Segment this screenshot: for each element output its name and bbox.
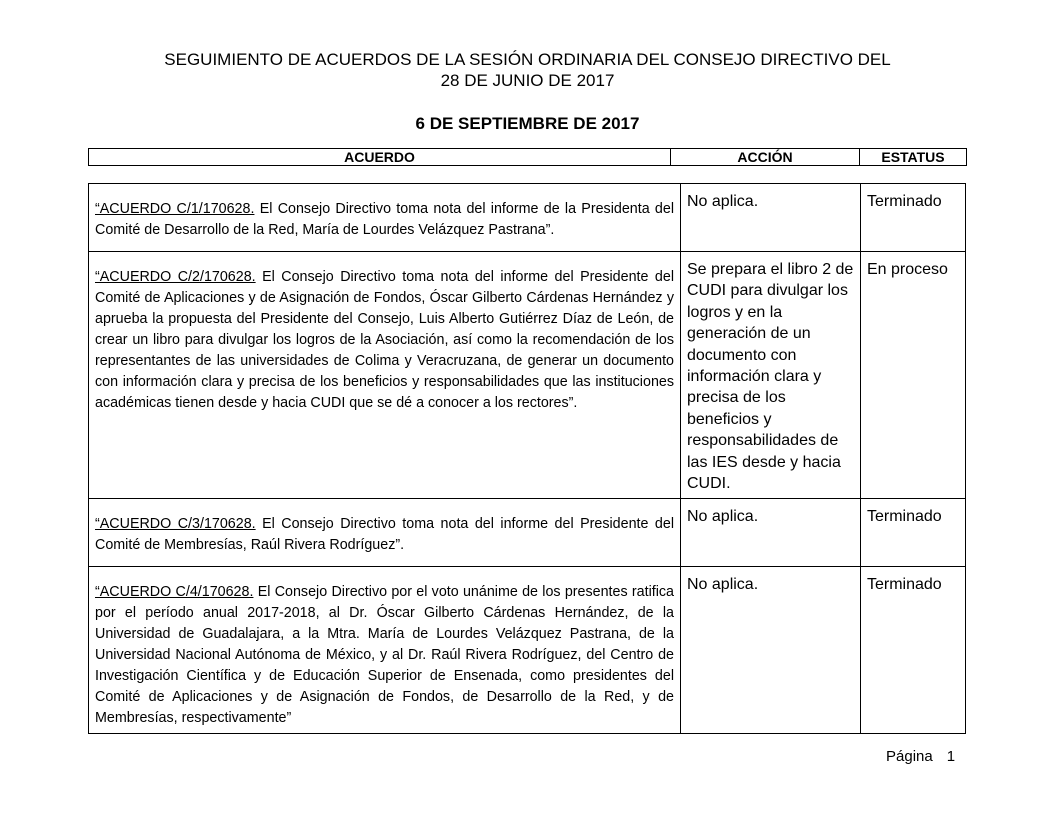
table-row: [89, 567, 966, 734]
table-row: [89, 184, 966, 252]
agreement-text: El Consejo Directivo toma nota del informe del Presidente del Comité de Aplicaciones y de Asignación de Fondos, Óscar Gilberto Cárdenas Hernández y aprueba la propuesta del Presidente del Consejo, Luis Alberto Gutiérrez Díaz de León, de crear un libro para divulgar los logros de la Asociación, así como la recomendación de los representantes de las universidades de Colima y Veracruzana, de generar un documento con información clara y precisa de los beneficios y responsabilidades que las instituciones académicas tienen desde y hacia CUDI que se dé a conocer a los rectores”.: [95, 269, 674, 411]
header-action: ACCIÓN: [671, 149, 860, 166]
page-footer: [886, 748, 955, 765]
status-cell: Terminado: [861, 184, 966, 252]
agreement-ref: “ACUERDO C/4/170628.: [95, 584, 254, 601]
header-status: ESTATUS: [860, 149, 967, 166]
document-title-line-2: 28 DE JUNIO DE 2017: [440, 71, 615, 90]
page-label: Página: [886, 748, 933, 765]
agreement-cell: [89, 252, 681, 499]
table-row: [89, 499, 966, 567]
agreement-text: El Consejo Directivo toma nota del informe del Presidente del Comité de Membresías, Raúl Rivera Rodríguez”.: [95, 516, 674, 554]
status-cell: Terminado: [861, 499, 966, 567]
status-cell: Terminado: [861, 567, 966, 734]
action-cell: No aplica.: [681, 567, 861, 734]
agreement-ref: “ACUERDO C/2/170628.: [95, 269, 256, 285]
table-header: [88, 148, 967, 166]
action-cell: No aplica.: [681, 499, 861, 567]
agreement-ref: “ACUERDO C/3/170628.: [95, 516, 256, 533]
page-number: 1: [946, 748, 956, 765]
header-agreement: ACUERDO: [89, 149, 671, 166]
status-cell: En proceso: [861, 252, 966, 499]
document-title-line-1: SEGUIMIENTO DE ACUERDOS DE LA SESIÓN ORDINARIA DEL CONSEJO DIRECTIVO DEL: [164, 50, 891, 69]
agreement-text: El Consejo Directivo toma nota del informe de la Presidenta del Comité de Desarrollo de la Red, María de Lourdes Velázquez Pastrana”.: [95, 201, 675, 238]
action-cell: Se prepara el libro 2 de CUDI para divulgar los logros y en la generación de un documento con información clara y precisa de los beneficios y responsabilidades de las IES desde y hacia CUDI.: [681, 252, 861, 499]
agreement-ref: “ACUERDO C/1/170628.: [95, 201, 255, 217]
agreements-table: [88, 183, 966, 734]
document-title: [0, 49, 1055, 91]
document-date: 6 DE SEPTIEMBRE DE 2017: [415, 114, 640, 133]
agreement-text: El Consejo Directivo por el voto unánime de los presentes ratifica por el período anual 2017-2018, al Dr. Óscar Gilberto Cárdenas Hernández, de la Universidad de Guadalajara, a la Mtra. María de Lourdes Velázquez Pastrana, de la Universidad Nacional Autónoma de México, y al Dr. Raúl Rivera Rodríguez, del Centro de Investigación Científica y de Educación Superior de Ensenada, como presidentes del Comité de Aplicaciones y de Asignación de Fondos, de Desarrollo de la Red, y de Membresías, respectivamente”: [95, 584, 675, 727]
agreement-cell: [89, 184, 681, 252]
table-row: [89, 252, 966, 499]
agreement-cell: [89, 499, 681, 567]
action-cell: No aplica.: [681, 184, 861, 252]
agreement-cell: [89, 567, 681, 734]
